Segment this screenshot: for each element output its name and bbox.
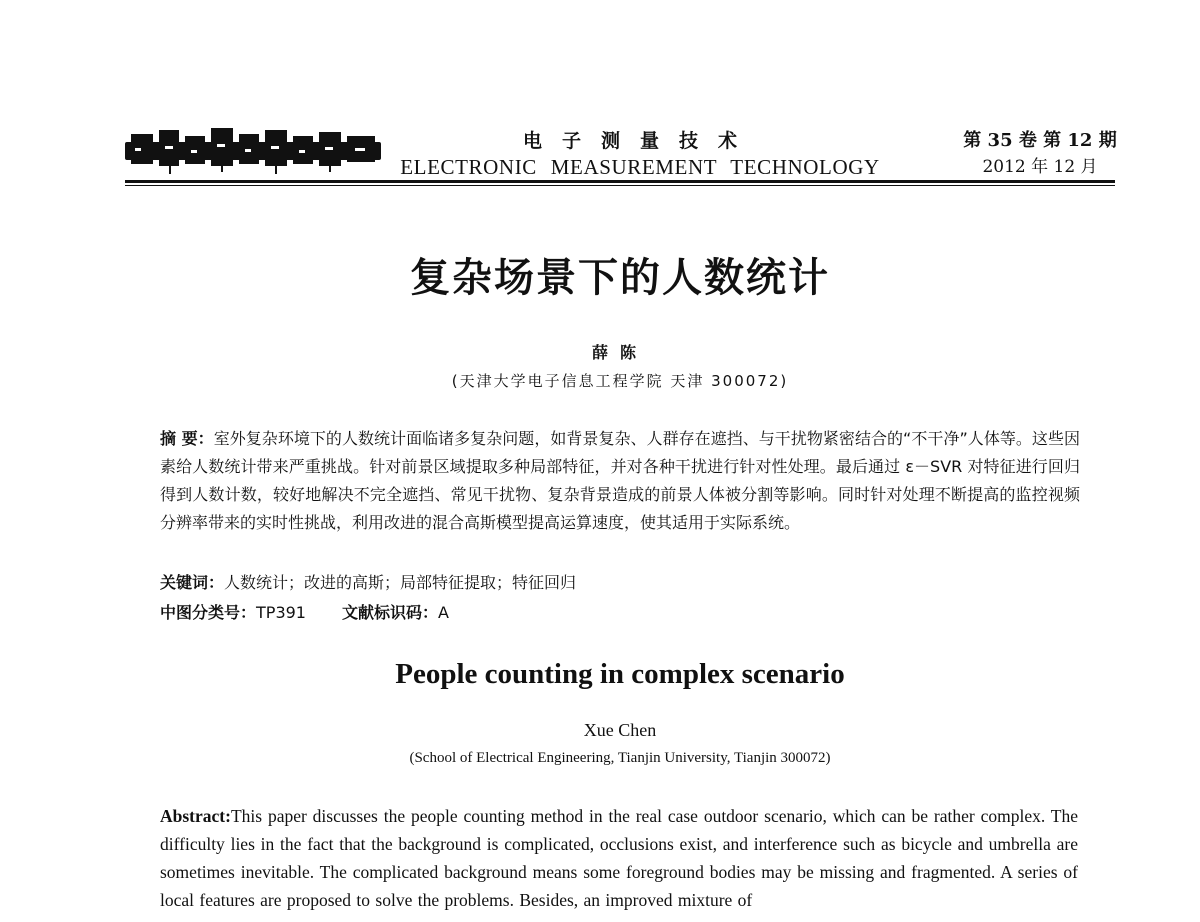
paper-title-en: People counting in complex scenario <box>395 658 845 690</box>
abstract-label-en: Abstract: <box>160 806 231 826</box>
keywords-cn <box>160 570 1080 596</box>
abstract-text-en: This paper discusses the people counting method in the real case outdoor scenario, which can be rather complex. The difficulty lies in the fact that the background is complicated, occlusions exist, and interference such as bicycle and umbrella are sometimes inevitable. The complicated background means some foreground bodies may be missing and fragmented. A series of local features are proposed to solve the problems. Besides, an improved mixture of <box>160 806 1078 910</box>
header-rule-thin <box>125 185 1115 186</box>
journal-name-en: ELECTRONIC MEASUREMENT TECHNOLOGY <box>400 155 880 179</box>
abstract-cn <box>160 425 1080 537</box>
issue-date: 2012 年 12 月 <box>982 157 1098 177</box>
volume-issue: 第 35 卷 第 12 期 <box>963 130 1117 151</box>
author-en: Xue Chen <box>583 720 657 740</box>
paper-title-cn: 复杂场景下的人数统计 <box>410 255 830 301</box>
header-rule-thick <box>125 180 1115 183</box>
abstract-en <box>160 802 1078 922</box>
affiliation-cn: (天津大学电子信息工程学院 天津 300072) <box>451 372 789 390</box>
author-cn: 薛陈 <box>591 343 648 362</box>
journal-name-cn: 电子测量技术 <box>522 130 757 152</box>
abstract-label-cn: 摘 要： <box>160 429 214 448</box>
class-value: TP391 <box>256 603 306 622</box>
journal-logo <box>125 122 381 174</box>
journal-name <box>395 128 885 180</box>
doc-code-label: 文献标识码： <box>341 603 438 622</box>
abstract-text-cn: 室外复杂环境下的人数统计面临诸多复杂问题，如背景复杂、人群存在遮挡、与干扰物紧密结合的“不干净”人体等。这些因素给人数统计带来严重挑战。针对前景区域提取多种局部特征，并对各种干扰进行针对性处理。最后通过 ε－SVR 对特征进行回归得到人数计数，较好地解决不完全遮挡、常见干扰物、复杂背景造成的前景人体被分割等影响。同时针对处理不断提高的监控视频分辨率带来的实时性挑战，利用改进的混合高斯模型提高运算速度，使其适用于实际系统。 <box>160 429 1080 532</box>
classification-line <box>160 600 1080 626</box>
keywords-label: 关键词： <box>160 573 225 592</box>
doc-code-value: A <box>438 603 449 622</box>
keywords-text: 人数统计；改进的高斯；局部特征提取；特征回归 <box>224 573 577 592</box>
issue-info <box>955 128 1125 180</box>
affiliation-en: (School of Electrical Engineering, Tianjin University, Tianjin 300072) <box>409 750 831 766</box>
class-label: 中图分类号： <box>160 603 257 622</box>
